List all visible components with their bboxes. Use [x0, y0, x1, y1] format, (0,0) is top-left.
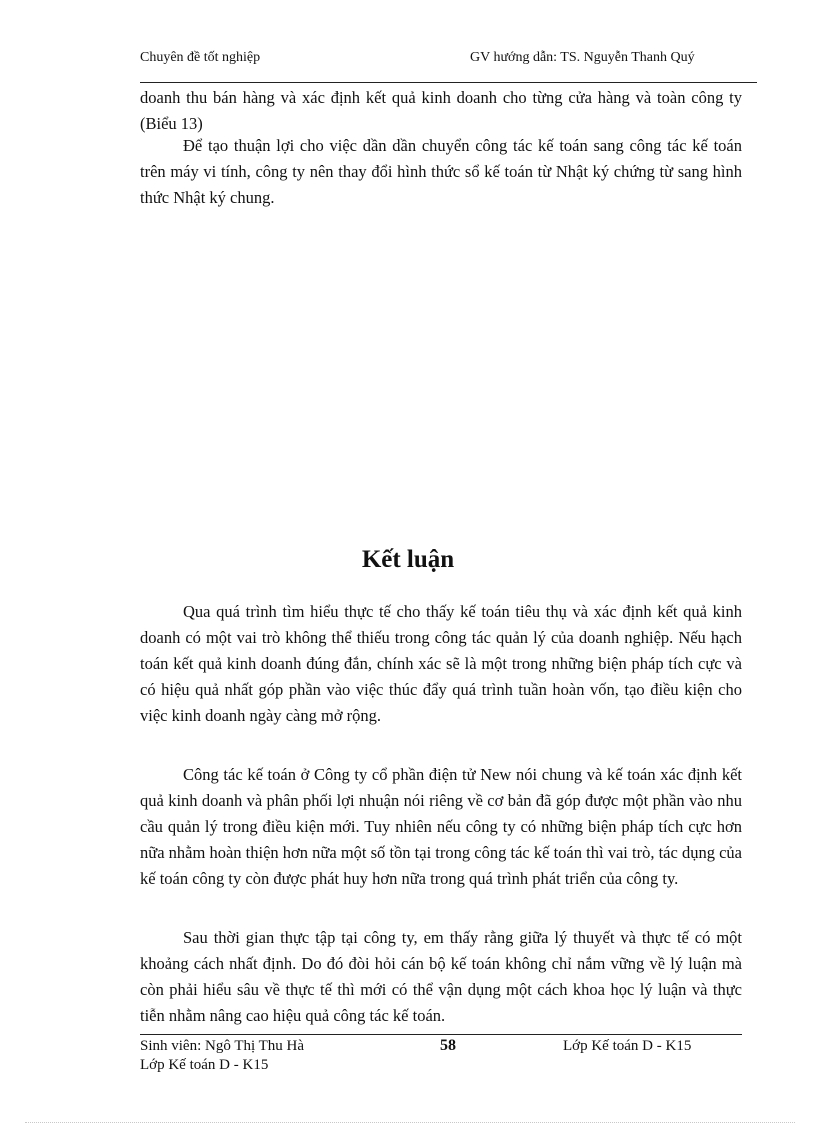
header-right-text: GV hướng dẫn: TS. Nguyễn Thanh Quý: [470, 50, 695, 65]
page-number: 58: [440, 1037, 456, 1054]
footer-class-left: Lớp Kế toán D - K15: [140, 1057, 269, 1073]
paragraph-recommendation: Để tạo thuận lợi cho việc dần dần chuyển công tác kế toán sang công tác kế toán trên máy vi tính, công ty nên thay đổi hình thức sổ kế toán từ Nhật ký chứng từ sang hình thức Nhật ký chung.: [140, 136, 742, 207]
header-rule: [140, 82, 757, 83]
conclusion-paragraph-2: Công tác kế toán ở Công ty cổ phần điện tử New nói chung và kế toán xác định kết quả kinh doanh và phân phối lợi nhuận nói riêng về cơ bản đã góp được một phần vào nhu cầu quản lý trong điều kiện mới. Tuy nhiên nếu công ty có những biện pháp tích cực hơn nữa nhằm hoàn thiện hơn nữa một số tồn tại trong công tác kế toán thì vai trò, tác dụng của kế toán công ty còn được phát huy hơn nữa trong quá trình phát triển của công ty.: [140, 765, 742, 888]
footer-student: Sinh viên: Ngô Thị Thu Hà: [140, 1038, 305, 1054]
conclusion-paragraph-3: Sau thời gian thực tập tại công ty, em thấy rằng giữa lý thuyết và thực tế có một khoảng cách nhất định. Do đó đòi hỏi cán bộ kế toán không chỉ nắm vững về lý luận mà còn phải hiểu sâu về thực tế thì mới có thể vận dụng một cách khoa học lý luận và thực tiễn nhằm nâng cao hiệu quả công tác kế toán.: [140, 928, 742, 1025]
paragraph-continued: doanh thu bán hàng và xác định kết quả kinh doanh cho từng cửa hàng và toàn công ty (Biểu 13): [140, 88, 742, 133]
section-title: Kết luận: [361, 546, 455, 573]
conclusion-paragraph-1: Qua quá trình tìm hiểu thực tế cho thấy kế toán tiêu thụ và xác định kết quả kinh doanh có một vai trò không thể thiếu trong công tác quản lý của doanh nghiệp. Nếu hạch toán kết quả kinh doanh đúng đắn, chính xác sẽ là một trong những biện pháp tích cực và có hiệu quả nhất góp phần vào việc thúc đẩy quá trình tuần hoàn vốn, tạo điều kiện cho việc kinh doanh ngày càng mở rộng.: [140, 602, 742, 725]
footer-rule: [140, 1034, 742, 1035]
header-left-text: Chuyên đề tốt nghiệp: [140, 50, 261, 65]
footer-class-right: Lớp Kế toán D - K15: [563, 1038, 692, 1054]
